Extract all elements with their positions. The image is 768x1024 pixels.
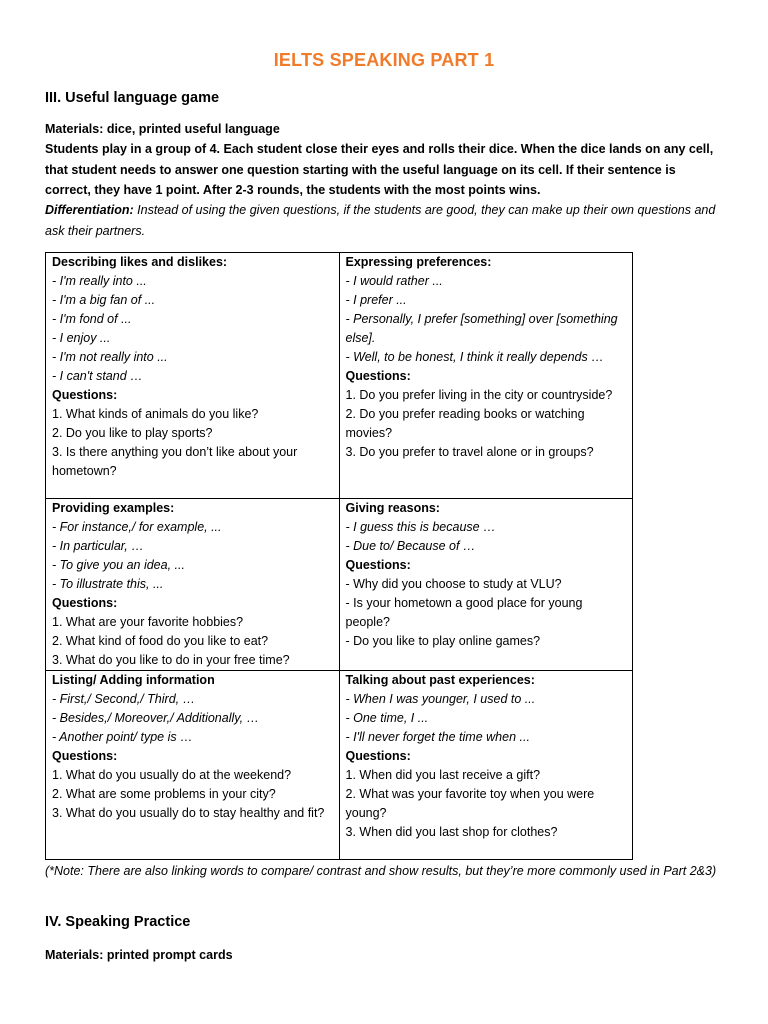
section-heading-speaking-practice: IV. Speaking Practice	[45, 914, 191, 930]
question-item: 1. What are your favorite hobbies?	[52, 615, 244, 629]
phrase-item: - Due to/ Because of …	[345, 539, 476, 553]
cell-heading: Expressing preferences:	[345, 255, 492, 269]
phrase-item: - Besides,/ Moreover,/ Additionally, …	[52, 711, 260, 725]
phrase-item: - In particular, …	[52, 539, 144, 553]
question-item: - Why did you choose to study at VLU?	[345, 577, 562, 591]
questions-label: Questions:	[52, 749, 118, 763]
page-title: IELTS SPEAKING PART 1	[273, 50, 495, 70]
question-item: 1. What kinds of animals do you like?	[52, 407, 259, 421]
note-paragraph: (*Note: There are also linking words to compare/ contrast and show results, but they’re more commonly used in Part 2&3)	[45, 864, 717, 878]
table-cell	[339, 499, 633, 671]
game-instructions: Students play in a group of 4. Each student close their eyes and rolls their dice. When the dice lands on any cell, that student needs to answer one question starting with the useful language on its cell. If their sentence is correct, they have 1 point. After 2-3 rounds, the students with the most points wins.	[45, 142, 714, 197]
table-cell	[46, 253, 340, 499]
questions-label: Questions:	[345, 558, 411, 572]
question-item: 1. Do you prefer living in the city or countryside?	[345, 388, 613, 402]
cell-heading: Talking about past experiences:	[345, 673, 535, 687]
phrase-item: - Another point/ type is …	[52, 730, 193, 744]
materials-line: Materials: dice, printed useful language	[45, 122, 280, 136]
table-cell	[339, 253, 633, 499]
questions-label: Questions:	[345, 369, 411, 383]
phrase-item: - When I was younger, I used to ...	[345, 692, 536, 706]
table-cell	[46, 499, 340, 671]
question-item: 3. Is there anything you don’t like about your hometown?	[52, 445, 298, 478]
phrase-item: - I would rather ...	[345, 274, 443, 288]
phrase-item: - I'm a big fan of ...	[52, 293, 156, 307]
question-item: 3. What do you usually do to stay healthy and fit?	[52, 806, 325, 820]
phrase-item: - I'm not really into ...	[52, 350, 168, 364]
question-item: 2. Do you prefer reading books or watching movies?	[345, 407, 585, 440]
section-heading-useful-language: III. Useful language game	[45, 90, 220, 106]
phrase-item: - First,/ Second,/ Third, …	[52, 692, 196, 706]
question-item: 2. Do you like to play sports?	[52, 426, 213, 440]
question-item: - Is your hometown a good place for young people?	[345, 596, 583, 629]
questions-label: Questions:	[52, 596, 118, 610]
table-row	[46, 253, 633, 499]
questions-label: Questions:	[345, 749, 411, 763]
phrase-item: - I can't stand …	[52, 369, 143, 383]
question-item: 3. When did you last shop for clothes?	[345, 825, 558, 839]
phrase-item: - I'm fond of ...	[52, 312, 132, 326]
question-item: 3. Do you prefer to travel alone or in groups?	[345, 445, 594, 459]
cell-heading: Describing likes and dislikes:	[52, 255, 228, 269]
phrase-item: - One time, I ...	[345, 711, 429, 725]
phrase-item: - Well, to be honest, I think it really depends …	[345, 350, 604, 364]
cell-heading: Giving reasons:	[345, 501, 440, 515]
question-item: 2. What was your favorite toy when you were young?	[345, 787, 595, 820]
question-item: 2. What kind of food do you like to eat?	[52, 634, 269, 648]
differentiation-label: Differentiation:	[45, 203, 134, 217]
question-item: 3. What do you like to do in your free time?	[52, 653, 290, 667]
table-row	[46, 671, 633, 860]
phrase-item: - I prefer ...	[345, 293, 407, 307]
table-row	[46, 499, 633, 671]
cell-heading: Listing/ Adding information	[52, 673, 215, 687]
useful-language-table	[45, 252, 633, 860]
phrase-item: - I'm really into ...	[52, 274, 147, 288]
cell-heading: Providing examples:	[52, 501, 175, 515]
phrase-item: - To illustrate this, ...	[52, 577, 164, 591]
phrase-item: - I enjoy ...	[52, 331, 111, 345]
speaking-materials-line: Materials: printed prompt cards	[45, 948, 233, 962]
question-item: - Do you like to play online games?	[345, 634, 541, 648]
phrase-item: - Personally, I prefer [something] over [something else].	[345, 312, 618, 345]
question-item: 2. What are some problems in your city?	[52, 787, 276, 801]
table-cell	[339, 671, 633, 860]
phrase-item: - I'll never forget the time when ...	[345, 730, 530, 744]
phrase-item: - I guess this is because …	[345, 520, 496, 534]
question-item: 1. When did you last receive a gift?	[345, 768, 541, 782]
question-item: 1. What do you usually do at the weekend?	[52, 768, 292, 782]
table-cell	[46, 671, 340, 860]
questions-label: Questions:	[52, 388, 118, 402]
differentiation-text: Instead of using the given questions, if the students are good, they can make up their own questions and ask their partners.	[45, 203, 716, 238]
phrase-item: - To give you an idea, ...	[52, 558, 185, 572]
differentiation-paragraph	[45, 200, 723, 241]
phrase-item: - For instance,/ for example, ...	[52, 520, 222, 534]
